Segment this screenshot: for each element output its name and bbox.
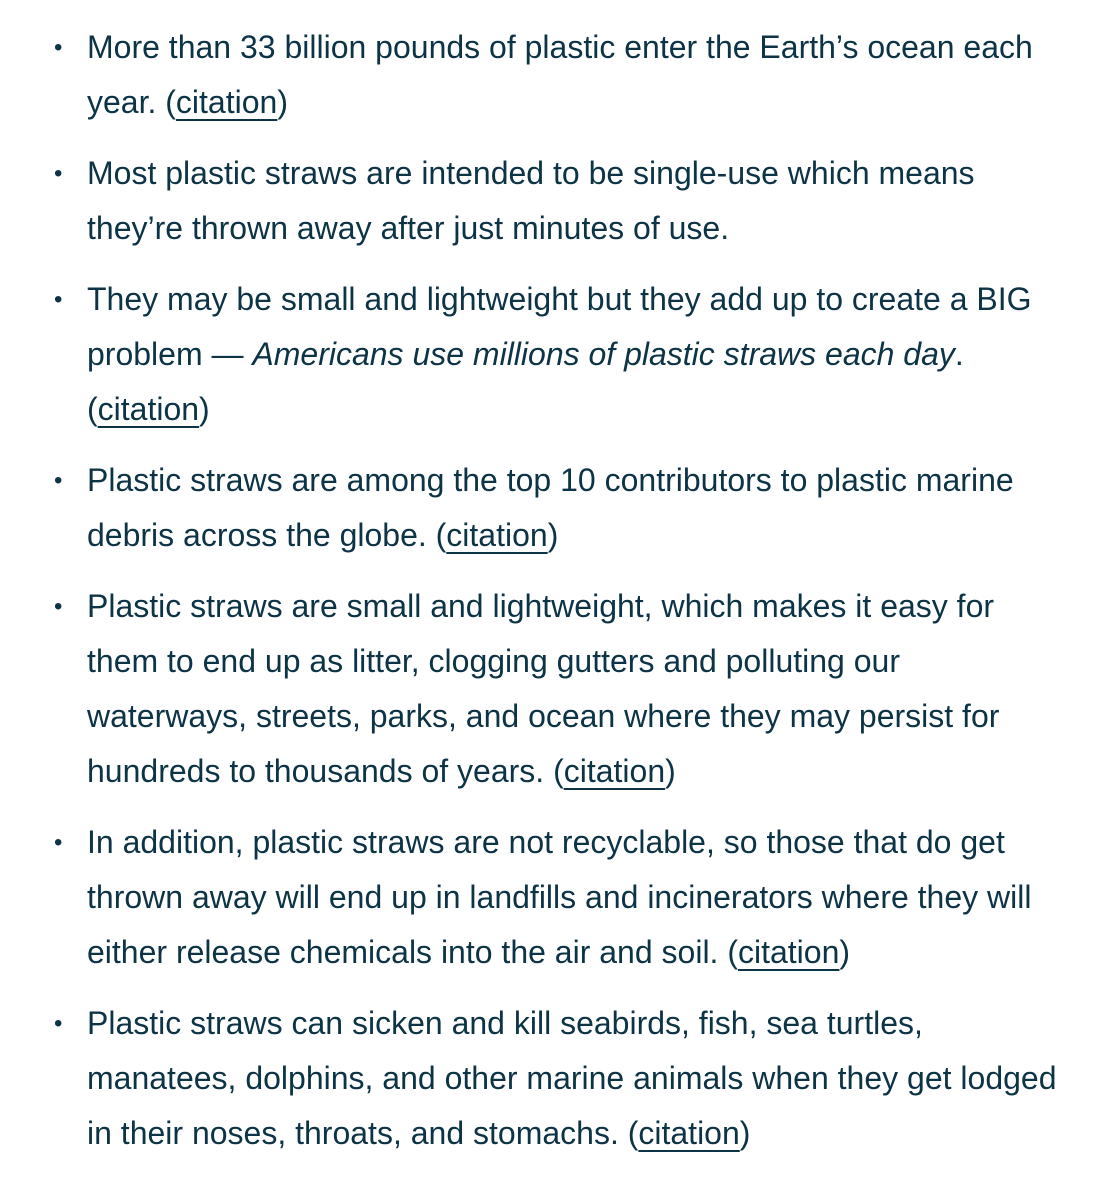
- citation-link[interactable]: citation: [737, 934, 840, 970]
- open-paren: (: [435, 517, 447, 553]
- bullet-icon: •: [54, 1010, 63, 1037]
- bullet-icon: •: [54, 593, 63, 620]
- close-paren: ): [739, 1115, 751, 1151]
- fact-text: In addition, plastic straws are not recyclable, so those that do get thrown away will end up in landfills and incinerators where they will either release chemicals into the air and soil.: [87, 824, 1032, 970]
- close-paren: ): [199, 391, 210, 427]
- close-paren: ): [839, 934, 851, 970]
- fact-item-7: [0, 996, 1102, 1161]
- citation-link[interactable]: citation: [175, 84, 278, 120]
- fact-text: More than 33 billion pounds of plastic enter the Earth’s ocean each year.: [87, 29, 1033, 120]
- open-paren: (: [165, 84, 176, 120]
- bullet-icon: •: [54, 160, 63, 187]
- fact-text: They may be small and lightweight but they add up to create a BIG problem —: [87, 281, 1032, 372]
- fact-text: Plastic straws are small and lightweight, which makes it easy for them to end up as litter, clogging gutters and polluting our waterways, streets, parks, and ocean where they may persist for hundreds to thousands of years.: [87, 588, 1000, 789]
- open-paren: (: [553, 753, 564, 789]
- fact-item-6: [0, 815, 1102, 980]
- citation-link[interactable]: citation: [638, 1115, 740, 1151]
- citation-link[interactable]: citation: [446, 517, 548, 553]
- open-paren: (: [627, 1115, 639, 1151]
- fact-item-3: [0, 272, 1102, 437]
- fact-emphasis: Americans use millions of plastic straws each day: [252, 336, 955, 372]
- close-paren: ): [547, 517, 559, 553]
- bullet-icon: •: [54, 467, 63, 494]
- open-paren: (: [727, 934, 738, 970]
- fact-item-4: [0, 453, 1102, 563]
- close-paren: ): [665, 753, 676, 789]
- fact-text: Plastic straws are among the top 10 contributors to plastic marine debris across the globe.: [87, 462, 1014, 553]
- fact-text: Plastic straws can sicken and kill seabirds, fish, sea turtles, manatees, dolphins, and other marine animals when they get lodged in their noses, throats, and stomachs.: [87, 1005, 1057, 1151]
- citation-link[interactable]: citation: [563, 753, 666, 789]
- fact-text-after: .: [954, 336, 964, 372]
- bullet-icon: •: [54, 829, 63, 856]
- fact-text: Most plastic straws are intended to be single-use which means they’re thrown away after just minutes of use.: [87, 155, 975, 246]
- open-paren: (: [87, 391, 98, 427]
- fact-item-1: [0, 20, 1102, 130]
- bullet-icon: •: [54, 286, 63, 313]
- close-paren: ): [277, 84, 288, 120]
- fact-item-2: [0, 146, 1102, 256]
- bullet-icon: •: [54, 34, 63, 61]
- citation-link[interactable]: citation: [97, 391, 200, 427]
- fact-item-5: [0, 579, 1102, 799]
